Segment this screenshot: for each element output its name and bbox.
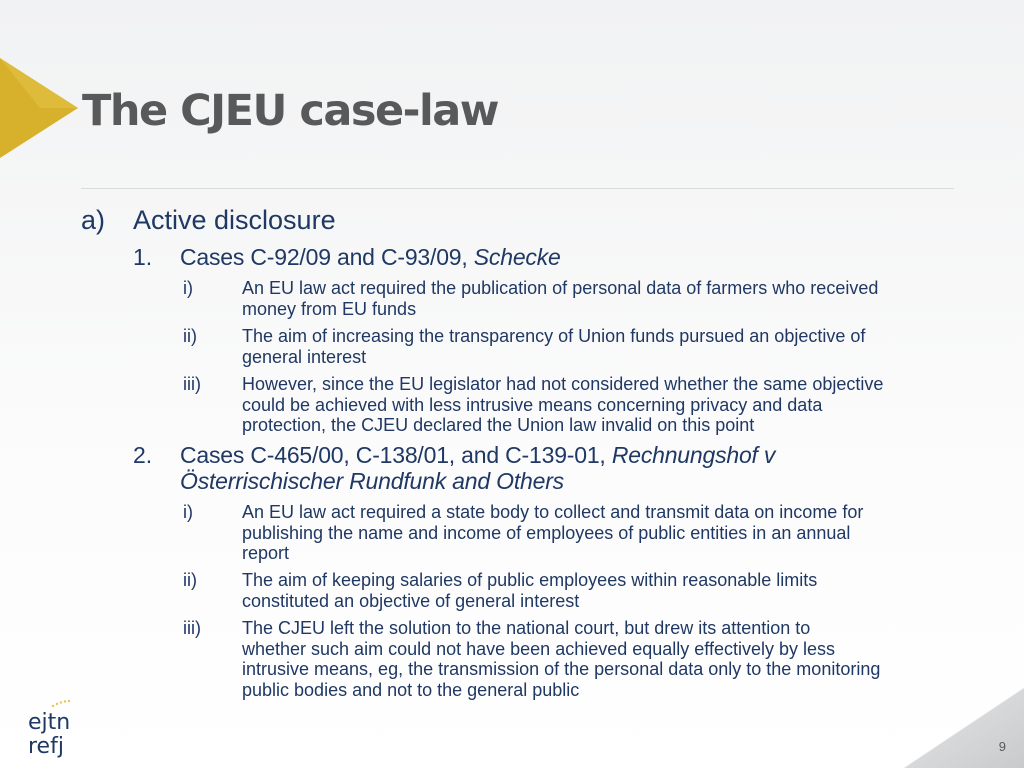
- point-marker: i): [183, 278, 193, 298]
- case-heading: [180, 244, 561, 271]
- point-line: protection, the CJEU declared the Union law invalid on this point: [242, 415, 755, 435]
- case-heading: [180, 442, 775, 469]
- case-heading-text: Cases C-465/00, C-138/01, and C-139-01,: [180, 442, 612, 468]
- point-line: The aim of keeping salaries of public employees within reasonable limits: [242, 570, 818, 590]
- point-marker: iii): [183, 374, 201, 394]
- point-line: public bodies and not to the general public: [242, 679, 580, 700]
- point-line: The CJEU left the solution to the national court, but drew its attention to: [242, 618, 811, 638]
- point-text: [242, 326, 865, 367]
- point-line: money from EU funds: [242, 298, 417, 319]
- case-marker: 2.: [133, 442, 153, 468]
- section-heading: Active disclosure: [133, 205, 336, 235]
- point-line: report: [242, 543, 290, 563]
- point-line: The aim of increasing the transparency of Union funds pursued an objective of: [242, 326, 866, 346]
- case-heading-italic: Rechnungshof v: [611, 442, 776, 468]
- point-line: An EU law act required the publication of personal data of farmers who received: [242, 278, 879, 298]
- case-heading-text: Cases C-92/09 and C-93/09,: [180, 244, 474, 270]
- page-number: 9: [998, 739, 1006, 754]
- point-line: intrusive means, eg, the transmission of the personal data only to the monitoring: [242, 659, 881, 679]
- case-marker: 1.: [133, 244, 153, 270]
- point-line: publishing the name and income of employees of public entities in an annual: [242, 522, 851, 543]
- point-text: [242, 570, 817, 611]
- page-title: The CJEU case-law: [82, 86, 498, 136]
- case-heading-italic: Schecke: [473, 244, 561, 270]
- point-line: could be achieved with less intrusive means concerning privacy and data: [242, 394, 823, 415]
- point-line: constituted an objective of general interest: [242, 590, 580, 611]
- point-marker: i): [183, 502, 193, 522]
- point-marker: iii): [183, 618, 201, 638]
- case-heading-line2: [180, 468, 564, 495]
- point-marker: ii): [183, 326, 197, 346]
- point-text: [242, 618, 880, 700]
- logo-text-line1: ejtn: [28, 710, 71, 735]
- point-text: [242, 502, 863, 564]
- ejtn-logo: [26, 694, 86, 760]
- corner-shadow-decoration: [864, 688, 1024, 768]
- logo-text-line2: refj: [28, 734, 64, 759]
- point-text: [242, 278, 878, 319]
- section-marker: a): [81, 205, 106, 235]
- case-heading-italic: Österrischischer Rundfunk and Others: [180, 468, 564, 494]
- point-line: However, since the EU legislator had not considered whether the same objective: [242, 374, 884, 394]
- point-marker: ii): [183, 570, 197, 590]
- point-line: whether such aim could not have been achieved equally effectively by less: [242, 638, 836, 659]
- point-line: An EU law act required a state body to collect and transmit data on income for: [242, 502, 864, 522]
- point-line: general interest: [242, 346, 367, 367]
- point-text: [242, 374, 883, 436]
